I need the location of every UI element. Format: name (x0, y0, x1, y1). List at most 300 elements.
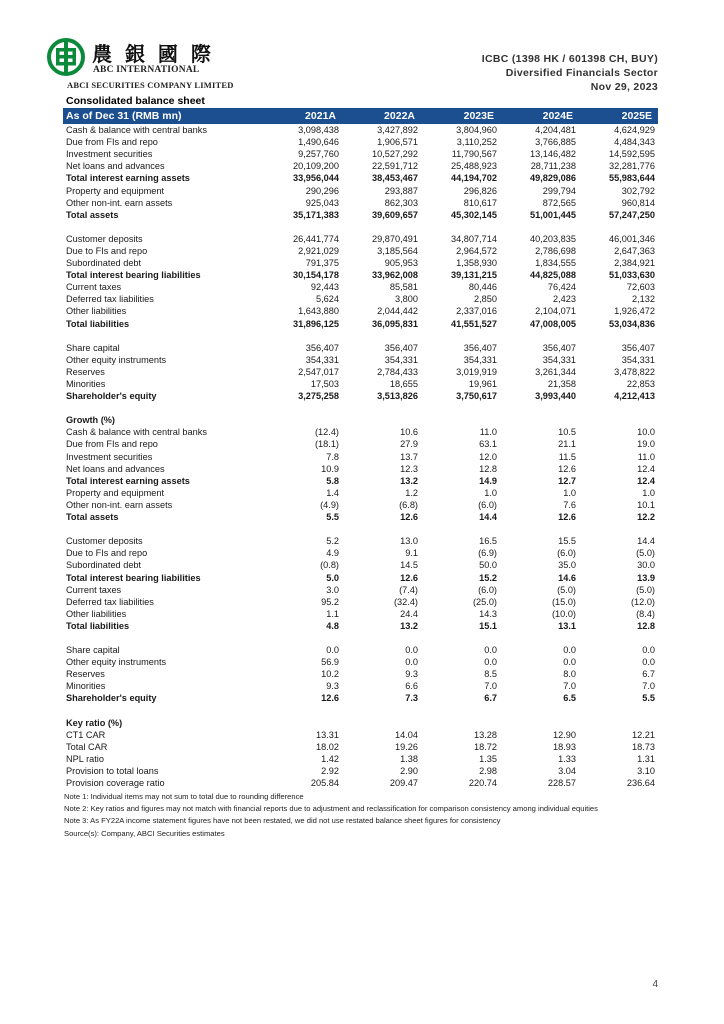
value-cell: 13.9 (637, 572, 655, 583)
table-row (63, 475, 658, 487)
value-cell: 302,792 (621, 185, 655, 196)
spacer-cell (63, 523, 658, 535)
value-cell: 3,261,344 (535, 366, 576, 377)
value-cell: 31,896,125 (293, 318, 339, 329)
value-cell: 3,110,252 (456, 137, 497, 148)
table-row (63, 753, 658, 765)
value-cell: 95.2 (321, 596, 339, 607)
value-cell: 1,490,646 (298, 137, 339, 148)
value-cell: 0.0 (405, 657, 418, 668)
value-cell: 9.3 (405, 669, 418, 680)
value-cell: 38,453,467 (372, 173, 418, 184)
value-cell: 72,603 (626, 282, 655, 293)
table-row (63, 136, 658, 148)
value-cell: 57,247,250 (609, 209, 655, 220)
row-label: Other equity instruments (66, 354, 167, 365)
value-cell: 35,171,383 (293, 209, 339, 220)
value-cell: 1,906,571 (377, 137, 418, 148)
table-row (63, 148, 658, 160)
column-header: 2021A (263, 108, 342, 124)
spacer-cell (63, 705, 658, 717)
value-cell: (12.0) (630, 596, 655, 607)
value-cell: 12.6 (558, 512, 576, 523)
value-cell: 30.0 (637, 560, 655, 571)
value-cell: 18.72 (474, 741, 497, 752)
table-row (63, 354, 658, 366)
value-cell: 35.0 (558, 560, 576, 571)
row-label: Net loans and advances (66, 161, 165, 172)
row-label: NPL ratio (66, 753, 104, 764)
section-header-row (63, 414, 658, 426)
value-cell (342, 414, 421, 426)
value-cell: 872,565 (542, 197, 576, 208)
table-row (63, 584, 658, 596)
value-cell: (15.0) (551, 596, 576, 607)
value-cell: (32.4) (393, 596, 418, 607)
value-cell: 1.42 (321, 753, 339, 764)
value-cell: 12.6 (558, 463, 576, 474)
row-label: Due to FIs and repo (66, 548, 148, 559)
value-cell: 2.90 (400, 766, 418, 777)
table-header-row (63, 108, 658, 124)
table-row (63, 366, 658, 378)
row-label: Customer deposits (66, 233, 143, 244)
table-row (63, 245, 658, 257)
value-cell: 16.5 (479, 536, 497, 547)
value-cell: 2,044,442 (377, 306, 418, 317)
value-cell: 4.8 (326, 620, 339, 631)
row-label: Provision coverage ratio (66, 778, 165, 789)
value-cell: 2,921,029 (298, 245, 339, 256)
value-cell: 13.1 (558, 620, 576, 631)
value-cell: 228.57 (547, 778, 576, 789)
row-label: Due from FIs and repo (66, 439, 158, 450)
row-label: Other liabilities (66, 608, 127, 619)
value-cell: 45,302,145 (451, 209, 497, 220)
value-cell: 13.0 (400, 536, 418, 547)
value-cell: 10,527,292 (372, 149, 418, 160)
note-3: Note 3: As FY22A income statement figures have not been restated, we did not use restated balance sheet figures for consistency (64, 816, 501, 826)
value-cell: 12.8 (637, 620, 655, 631)
value-cell: (5.0) (636, 548, 655, 559)
table-row (63, 293, 658, 305)
value-cell: 905,953 (384, 258, 418, 269)
table-row (63, 741, 658, 753)
value-cell: 0.0 (642, 645, 655, 656)
table-row (63, 680, 658, 692)
value-cell: 10.2 (321, 669, 339, 680)
spacer-cell (63, 221, 658, 233)
spacer-row (63, 221, 658, 233)
value-cell: 18,655 (389, 379, 418, 390)
value-cell: 0.0 (326, 645, 339, 656)
value-cell (263, 717, 342, 729)
table-row (63, 511, 658, 523)
report-ticker: ICBC (1398 HK / 601398 CH, BUY) (481, 53, 658, 65)
value-cell: 30,154,178 (293, 270, 339, 281)
table-row (63, 390, 658, 402)
row-label: Due from FIs and repo (66, 137, 158, 148)
value-cell: (5.0) (636, 584, 655, 595)
value-cell: 2,850 (474, 294, 497, 305)
value-cell: 1,643,880 (298, 306, 339, 317)
value-cell: 36,095,831 (372, 318, 418, 329)
row-label: Total CAR (66, 741, 108, 752)
value-cell: (18.1) (314, 439, 339, 450)
value-cell: 63.1 (479, 439, 497, 450)
value-cell: 10.9 (321, 463, 339, 474)
page-number: 4 (652, 979, 658, 990)
value-cell: 2,964,572 (456, 245, 497, 256)
abci-logo-icon (46, 37, 86, 77)
spacer-cell (63, 330, 658, 342)
value-cell (421, 414, 500, 426)
value-cell: 5.0 (326, 572, 339, 583)
value-cell: 236.64 (626, 778, 655, 789)
table-row (63, 197, 658, 209)
value-cell: 80,446 (468, 282, 497, 293)
value-cell: 0.0 (563, 657, 576, 668)
value-cell: 22,591,712 (372, 161, 418, 172)
value-cell: 28,711,238 (530, 161, 576, 172)
table-row (63, 269, 658, 281)
value-cell: 7.0 (642, 681, 655, 692)
value-cell: 1.2 (405, 487, 418, 498)
value-cell: 4.9 (326, 548, 339, 559)
row-label: CT1 CAR (66, 729, 106, 740)
value-cell: 11.0 (637, 451, 655, 462)
value-cell: (25.0) (472, 596, 497, 607)
row-label: Total interest bearing liabilities (66, 572, 201, 583)
value-cell: 4,624,929 (614, 125, 655, 136)
value-cell: 1.38 (400, 753, 418, 764)
value-cell: 2,647,363 (614, 245, 655, 256)
spacer-row (63, 330, 658, 342)
value-cell: 13.7 (400, 451, 418, 462)
value-cell: 14.4 (479, 512, 497, 523)
value-cell (500, 414, 579, 426)
table-row (63, 596, 658, 608)
value-cell: (4.9) (320, 499, 339, 510)
value-cell: 92,443 (310, 282, 339, 293)
value-cell: 39,609,657 (372, 209, 418, 220)
spacer-row (63, 705, 658, 717)
value-cell: 2.98 (479, 766, 497, 777)
value-cell: 46,001,346 (609, 233, 655, 244)
value-cell: 44,825,088 (530, 270, 576, 281)
row-label: Customer deposits (66, 536, 143, 547)
table-body (63, 124, 658, 789)
value-cell: 50.0 (479, 560, 497, 571)
value-cell: (10.0) (551, 608, 576, 619)
value-cell: 7.8 (326, 451, 339, 462)
value-cell: 4,204,481 (535, 125, 576, 136)
value-cell: 14.4 (637, 536, 655, 547)
table-row (63, 378, 658, 390)
table-row (63, 160, 658, 172)
value-cell: 44,194,702 (451, 173, 497, 184)
table-row (63, 281, 658, 293)
value-cell: 7.0 (484, 681, 497, 692)
value-cell: 53,034,836 (609, 318, 655, 329)
row-label: Cash & balance with central banks (66, 427, 207, 438)
section-title: Consolidated balance sheet (66, 95, 205, 107)
table-row (63, 559, 658, 571)
row-label: Key ratio (%) (66, 717, 123, 728)
column-header: 2023E (421, 108, 500, 124)
table-row (63, 765, 658, 777)
value-cell: 19.26 (395, 741, 418, 752)
notes (64, 791, 624, 840)
value-cell: 18.02 (316, 741, 339, 752)
table-row (63, 620, 658, 632)
value-cell: 0.0 (642, 657, 655, 668)
value-cell: 354,331 (621, 354, 655, 365)
value-cell: 12.8 (479, 463, 497, 474)
value-cell (421, 717, 500, 729)
value-cell: 2,423 (553, 294, 576, 305)
value-cell: 356,407 (542, 342, 576, 353)
value-cell: 354,331 (384, 354, 418, 365)
value-cell: 14,592,595 (609, 149, 655, 160)
value-cell: 12.7 (558, 475, 576, 486)
note-1: Note 1: Individual items may not sum to total due to rounding difference (64, 792, 304, 801)
value-cell: 791,375 (305, 258, 339, 269)
row-label: Current taxes (66, 584, 122, 595)
row-label: Cash & balance with central banks (66, 125, 207, 136)
value-cell: 18.73 (632, 741, 655, 752)
value-cell: 12.6 (400, 572, 418, 583)
value-cell: 13.31 (316, 729, 339, 740)
value-cell: 26,441,774 (293, 233, 339, 244)
row-label: Shareholder's equity (66, 391, 157, 402)
value-cell: 11.5 (558, 451, 576, 462)
value-cell (263, 414, 342, 426)
value-cell: 8.0 (563, 669, 576, 680)
table-row (63, 438, 658, 450)
report-header (482, 52, 658, 94)
value-cell: 5.2 (326, 536, 339, 547)
table-row (63, 342, 658, 354)
value-cell: 2,547,017 (298, 366, 339, 377)
value-cell: 205.84 (310, 778, 339, 789)
table-row (63, 487, 658, 499)
table-row (63, 729, 658, 741)
value-cell: 960,814 (621, 197, 655, 208)
value-cell: 1,926,472 (614, 306, 655, 317)
value-cell: 4,212,413 (614, 391, 655, 402)
row-label: Other non-int. earn assets (66, 197, 173, 208)
value-cell: 5.8 (326, 475, 339, 486)
value-cell: 356,407 (463, 342, 497, 353)
value-cell: 21.1 (558, 439, 576, 450)
table-row (63, 644, 658, 656)
value-cell: 6.6 (405, 681, 418, 692)
value-cell: 10.6 (400, 427, 418, 438)
value-cell: 2.92 (321, 766, 339, 777)
value-cell: 7.3 (405, 693, 418, 704)
value-cell (579, 717, 658, 729)
value-cell (500, 717, 579, 729)
row-label: Current taxes (66, 282, 122, 293)
value-cell: 356,407 (621, 342, 655, 353)
row-label: Reserves (66, 669, 105, 680)
table-row (63, 233, 658, 245)
value-cell: 5,624 (316, 294, 339, 305)
value-cell: 3,098,438 (298, 125, 339, 136)
value-cell: 14.04 (395, 729, 418, 740)
value-cell: 3,275,258 (298, 391, 339, 402)
value-cell: 290,296 (305, 185, 339, 196)
report-sector: Diversified Financials Sector (505, 67, 658, 79)
value-cell: 1.31 (637, 753, 655, 764)
row-label: Due to FIs and repo (66, 245, 148, 256)
value-cell: 4,484,343 (614, 137, 655, 148)
row-label: Total interest bearing liabilities (66, 270, 201, 281)
table-row (63, 692, 658, 704)
value-cell: 293,887 (384, 185, 418, 196)
value-cell: (5.0) (557, 584, 576, 595)
value-cell: 12.4 (637, 463, 655, 474)
row-label: Total assets (66, 512, 119, 523)
value-cell (342, 717, 421, 729)
value-cell: 0.0 (405, 645, 418, 656)
row-label: Growth (%) (66, 415, 115, 426)
spacer-cell (63, 402, 658, 414)
column-header: 2025E (579, 108, 658, 124)
value-cell: 34,807,714 (451, 233, 497, 244)
value-cell: 296,826 (463, 185, 497, 196)
table-row (63, 305, 658, 317)
value-cell: 1.0 (642, 487, 655, 498)
report-date: Nov 29, 2023 (590, 81, 658, 93)
value-cell: 40,203,835 (530, 233, 576, 244)
value-cell: 209.47 (389, 778, 418, 789)
value-cell: 1.33 (558, 753, 576, 764)
value-cell: 2,132 (632, 294, 655, 305)
row-label: Total interest earning assets (66, 475, 190, 486)
value-cell: 76,424 (547, 282, 576, 293)
value-cell: 3.04 (558, 766, 576, 777)
value-cell: 299,794 (542, 185, 576, 196)
row-label: Shareholder's equity (66, 693, 157, 704)
value-cell: 27.9 (400, 439, 418, 450)
column-header: 2024E (500, 108, 579, 124)
spacer-cell (63, 632, 658, 644)
value-cell: 9.1 (405, 548, 418, 559)
row-label: Subordinated debt (66, 258, 142, 269)
value-cell: 13.28 (474, 729, 497, 740)
value-cell: 24.4 (400, 608, 418, 619)
source-note: Source(s): Company, ABCI Securities estimates (64, 828, 225, 838)
table-row (63, 451, 658, 463)
row-label: Reserves (66, 366, 105, 377)
value-cell: 13.2 (400, 620, 418, 631)
value-cell: 15.5 (558, 536, 576, 547)
value-cell: 51,001,445 (530, 209, 576, 220)
table-row (63, 777, 658, 789)
value-cell: 19.0 (637, 439, 655, 450)
table-row (63, 547, 658, 559)
table-row (63, 608, 658, 620)
value-cell: 10.1 (637, 499, 655, 510)
value-cell: 14.3 (479, 608, 497, 619)
row-label: Deferred tax liabilities (66, 294, 154, 305)
value-cell: 12.6 (400, 512, 418, 523)
value-cell: 5.5 (642, 693, 655, 704)
spacer-row (63, 523, 658, 535)
spacer-row (63, 632, 658, 644)
value-cell: 15.2 (479, 572, 497, 583)
value-cell: 1,834,555 (535, 258, 576, 269)
value-cell: (0.8) (320, 560, 339, 571)
value-cell: 6.5 (563, 693, 576, 704)
value-cell: 0.0 (484, 657, 497, 668)
value-cell: 3,019,919 (456, 366, 497, 377)
note-2: Note 2: Key ratios and figures may not match with financial reports due to adjustment and reclassification for comparison consistency among individual equities (64, 804, 598, 814)
row-label: Provision to total loans (66, 766, 159, 777)
value-cell: 13.2 (400, 475, 418, 486)
value-cell: 25,488,923 (451, 161, 497, 172)
value-cell: 0.0 (563, 645, 576, 656)
value-cell: 12.3 (400, 463, 418, 474)
value-cell: 14.9 (479, 475, 497, 486)
table-row (63, 124, 658, 136)
value-cell: 56.9 (321, 657, 339, 668)
brand-company-name: ABCI SECURITIES COMPANY LIMITED (67, 80, 234, 90)
row-label: Subordinated debt (66, 560, 142, 571)
value-cell: 14.5 (400, 560, 418, 571)
value-cell: (6.0) (478, 584, 497, 595)
value-cell: (12.4) (314, 427, 339, 438)
value-cell: 3,478,822 (614, 366, 655, 377)
row-label: Other liabilities (66, 306, 127, 317)
value-cell: 1.4 (326, 487, 339, 498)
value-cell: 9,257,760 (298, 149, 339, 160)
value-cell: (6.8) (399, 499, 418, 510)
balance-sheet-table (63, 108, 658, 789)
brand-chinese-name: 農 銀 國 際 (92, 42, 214, 66)
value-cell: 11.0 (479, 427, 497, 438)
value-cell: 13,146,482 (530, 149, 576, 160)
row-label: Total liabilities (66, 620, 130, 631)
row-label: Total assets (66, 209, 119, 220)
value-cell: 6.7 (484, 693, 497, 704)
value-cell: 17,503 (310, 379, 339, 390)
value-cell: 41,551,527 (451, 318, 497, 329)
value-cell: 3,750,617 (456, 391, 497, 402)
value-cell: 10.5 (558, 427, 576, 438)
value-cell: 7.0 (563, 681, 576, 692)
row-label: Share capital (66, 342, 120, 353)
row-label: Investment securities (66, 149, 153, 160)
value-cell: (6.0) (478, 499, 497, 510)
value-cell: 14.6 (558, 572, 576, 583)
table-row (63, 318, 658, 330)
value-cell: 0.0 (484, 645, 497, 656)
value-cell: 1.0 (563, 487, 576, 498)
value-cell: (6.0) (557, 548, 576, 559)
value-cell: 18.93 (553, 741, 576, 752)
value-cell: 1,358,930 (456, 258, 497, 269)
value-cell: 354,331 (305, 354, 339, 365)
value-cell: 3,800 (395, 294, 418, 305)
value-cell: 2,384,921 (614, 258, 655, 269)
table-row (63, 499, 658, 511)
row-label: Total liabilities (66, 318, 130, 329)
value-cell: 55,983,644 (609, 173, 655, 184)
value-cell (579, 414, 658, 426)
